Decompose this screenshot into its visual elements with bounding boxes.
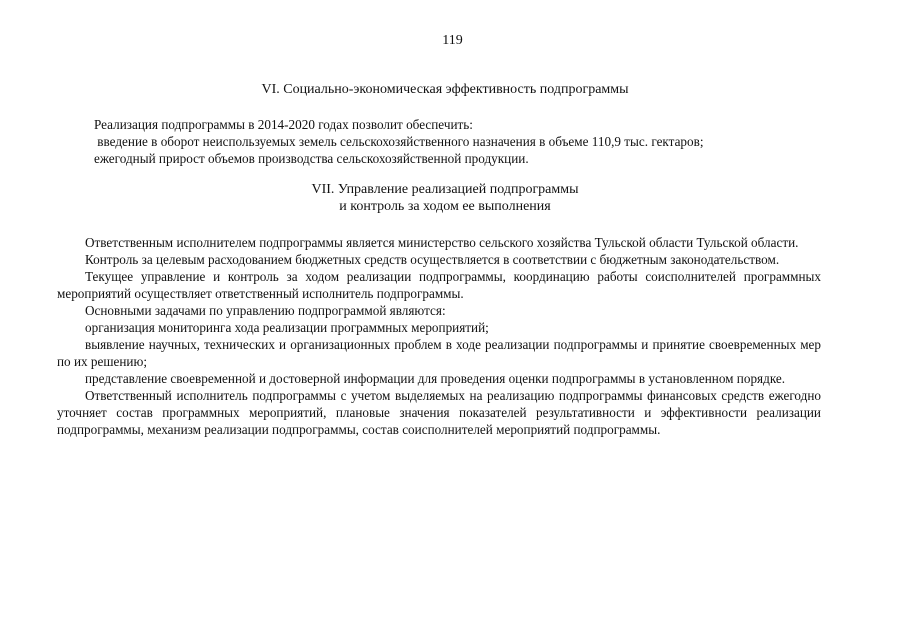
paragraph-current-management: Текущее управление и контроль за ходом реализации подпрограммы, координацию работы соисполнителей программных мероприятий осуществляет ответственный исполнитель подпрограммы.	[57, 269, 821, 301]
paragraph-main-tasks: Основными задачами по управлению подпрограммой являются:	[85, 303, 446, 318]
section-6-body	[94, 116, 814, 167]
page-number: 119	[442, 33, 463, 48]
paragraph-budget-control: Контроль за целевым расходованием бюджетных средств осуществляется в соответствии с бюджетным законодательством.	[85, 252, 780, 267]
section-6-line-land: введение в оборот неиспользуемых земель сельскохозяйственного назначения в объеме 110,9 тыс. гектаров;	[94, 134, 704, 149]
list-item-problems: выявление научных, технических и организационных проблем в ходе реализации подпрограммы и принятие своевременных мер по их решению;	[57, 337, 821, 369]
paragraph-responsible-executor: Ответственным исполнителем подпрограммы является министерство сельского хозяйства Тульской области Тульской области.	[85, 235, 799, 250]
section-7-title-line1: VII. Управление реализацией подпрограммы	[311, 182, 579, 197]
section-6-line-intro: Реализация подпрограммы в 2014-2020 годах позволит обеспечить:	[94, 117, 473, 132]
list-item-monitoring: организация мониторинга хода реализации программных мероприятий;	[85, 320, 489, 335]
section-7-title	[0, 181, 890, 215]
section-7-title-line2: и контроль за ходом ее выполнения	[339, 199, 551, 214]
list-item-reporting: представление своевременной и достоверной информации для проведения оценки подпрограммы в установленном порядке.	[85, 371, 786, 386]
section-6-line-growth: ежегодный прирост объемов производства сельскохозяйственной продукции.	[94, 151, 529, 166]
section-7-body	[57, 234, 821, 438]
paragraph-annual-refinement: Ответственный исполнитель подпрограммы с учетом выделяемых на реализацию подпрограммы финансовых средств ежегодно уточняет состав программных мероприятий, плановые значения показателей результативности и эффективности реализации подпрограммы, механизм реализации подпрограммы, состав соисполнителей мероприятий подпрограммы.	[57, 388, 821, 437]
section-6-title: VI. Социально-экономическая эффективность подпрограммы	[261, 82, 629, 97]
